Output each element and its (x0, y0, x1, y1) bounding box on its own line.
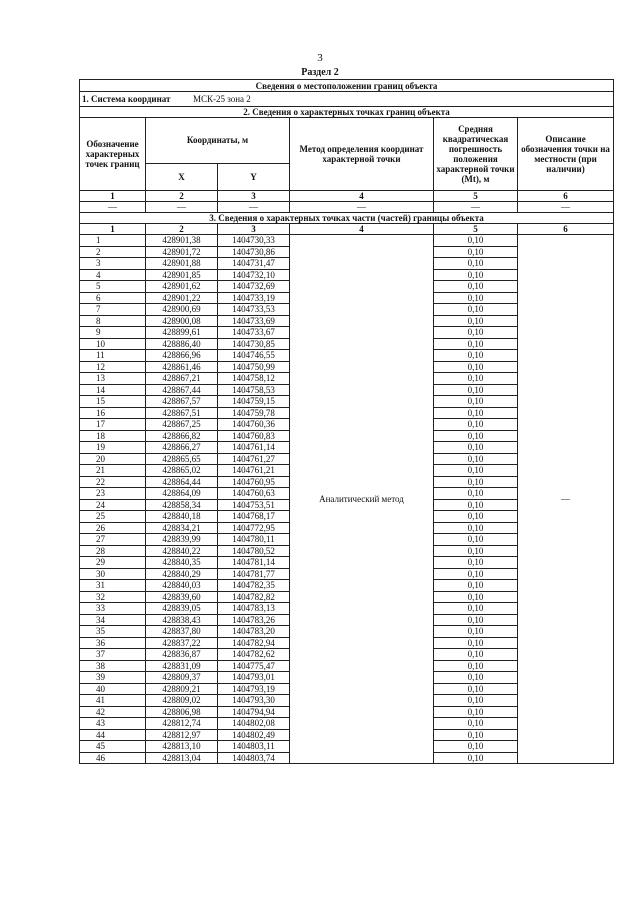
y-coordinate: 1404733,67 (218, 327, 290, 339)
y-coordinate: 1404803,11 (218, 741, 290, 753)
y-coordinate: 1404782,82 (218, 591, 290, 603)
col-x-header: X (146, 163, 218, 190)
x-coordinate: 428837,80 (146, 626, 218, 638)
dash-cell: — (518, 202, 614, 213)
accuracy-value: 0,10 (434, 568, 518, 580)
accuracy-value: 0,10 (434, 304, 518, 316)
y-coordinate: 1404780,52 (218, 545, 290, 557)
x-coordinate: 428867,44 (146, 384, 218, 396)
x-coordinate: 428836,87 (146, 649, 218, 661)
x-coordinate: 428866,82 (146, 430, 218, 442)
coord-system-row (80, 92, 614, 107)
y-coordinate: 1404782,62 (218, 649, 290, 661)
accuracy-value: 0,10 (434, 637, 518, 649)
y-coordinate: 1404781,14 (218, 557, 290, 569)
x-coordinate: 428837,22 (146, 637, 218, 649)
x-coordinate: 428900,69 (146, 304, 218, 316)
x-coordinate: 428867,25 (146, 419, 218, 431)
table-row (80, 235, 614, 247)
y-coordinate: 1404802,49 (218, 729, 290, 741)
accuracy-value: 0,10 (434, 465, 518, 477)
y-coordinate: 1404793,19 (218, 683, 290, 695)
point-number: 23 (80, 488, 146, 500)
y-coordinate: 1404759,78 (218, 407, 290, 419)
coord-system-label: 1. Система координат (82, 94, 171, 104)
x-coordinate: 428901,38 (146, 235, 218, 247)
y-coordinate: 1404783,13 (218, 603, 290, 615)
x-coordinate: 428839,05 (146, 603, 218, 615)
x-coordinate: 428809,02 (146, 695, 218, 707)
x-coordinate: 428867,21 (146, 373, 218, 385)
y-coordinate: 1404732,69 (218, 281, 290, 293)
point-number: 5 (80, 281, 146, 293)
y-coordinate: 1404783,20 (218, 626, 290, 638)
point-number: 9 (80, 327, 146, 339)
y-coordinate: 1404761,27 (218, 453, 290, 465)
point-number: 7 (80, 304, 146, 316)
col-y-header: Y (218, 163, 290, 190)
point-number: 44 (80, 729, 146, 741)
x-coordinate: 428840,29 (146, 568, 218, 580)
x-coordinate: 428858,34 (146, 499, 218, 511)
x-coordinate: 428812,74 (146, 718, 218, 730)
x-coordinate: 428831,09 (146, 660, 218, 672)
y-coordinate: 1404761,21 (218, 465, 290, 477)
point-number: 11 (80, 350, 146, 362)
accuracy-value: 0,10 (434, 580, 518, 592)
y-coordinate: 1404758,12 (218, 373, 290, 385)
y-coordinate: 1404780,11 (218, 534, 290, 546)
point-number: 45 (80, 741, 146, 753)
y-coordinate: 1404760,83 (218, 430, 290, 442)
x-coordinate: 428839,60 (146, 591, 218, 603)
accuracy-value: 0,10 (434, 626, 518, 638)
y-coordinate: 1404761,14 (218, 442, 290, 454)
col-description-header: Описание обозначения точки на местности (при наличии) (518, 118, 614, 191)
point-number: 18 (80, 430, 146, 442)
point-number: 20 (80, 453, 146, 465)
x-coordinate: 428901,72 (146, 246, 218, 258)
accuracy-value: 0,10 (434, 246, 518, 258)
accuracy-value: 0,10 (434, 672, 518, 684)
x-coordinate: 428901,22 (146, 292, 218, 304)
accuracy-value: 0,10 (434, 545, 518, 557)
x-coordinate: 428899,61 (146, 327, 218, 339)
y-coordinate: 1404733,53 (218, 304, 290, 316)
accuracy-value: 0,10 (434, 476, 518, 488)
x-coordinate: 428839,99 (146, 534, 218, 546)
col-coords-header: Координаты, м (146, 118, 290, 164)
point-number: 38 (80, 660, 146, 672)
x-coordinate: 428834,21 (146, 522, 218, 534)
y-coordinate: 1404733,19 (218, 292, 290, 304)
point-number: 1 (80, 235, 146, 247)
accuracy-value: 0,10 (434, 338, 518, 350)
main-title: Сведения о местоположении границ объекта (80, 80, 614, 92)
x-coordinate: 428813,10 (146, 741, 218, 753)
accuracy-value: 0,10 (434, 442, 518, 454)
point-number: 4 (80, 269, 146, 281)
accuracy-value: 0,10 (434, 614, 518, 626)
col-num-4: 4 (290, 224, 434, 235)
point-number: 40 (80, 683, 146, 695)
accuracy-value: 0,10 (434, 522, 518, 534)
accuracy-value: 0,10 (434, 361, 518, 373)
x-coordinate: 428864,44 (146, 476, 218, 488)
x-coordinate: 428886,40 (146, 338, 218, 350)
accuracy-value: 0,10 (434, 269, 518, 281)
x-coordinate: 428901,62 (146, 281, 218, 293)
y-coordinate: 1404753,51 (218, 499, 290, 511)
point-number: 13 (80, 373, 146, 385)
point-number: 2 (80, 246, 146, 258)
coord-system-value: МСК-25 зона 2 (192, 94, 251, 104)
y-coordinate: 1404768,17 (218, 511, 290, 523)
dash-cell: — (218, 202, 290, 213)
col-num-6: 6 (518, 191, 614, 202)
accuracy-value: 0,10 (434, 350, 518, 362)
y-coordinate: 1404730,33 (218, 235, 290, 247)
point-number: 26 (80, 522, 146, 534)
col-num-2: 2 (146, 224, 218, 235)
col-num-3: 3 (218, 191, 290, 202)
point-number: 28 (80, 545, 146, 557)
y-coordinate: 1404782,94 (218, 637, 290, 649)
y-coordinate: 1404730,85 (218, 338, 290, 350)
point-number: 35 (80, 626, 146, 638)
col-num-3: 3 (218, 224, 290, 235)
accuracy-value: 0,10 (434, 557, 518, 569)
point-number: 33 (80, 603, 146, 615)
y-coordinate: 1404760,95 (218, 476, 290, 488)
x-coordinate: 428806,98 (146, 706, 218, 718)
x-coordinate: 428840,35 (146, 557, 218, 569)
accuracy-value: 0,10 (434, 396, 518, 408)
col-num-5: 5 (434, 224, 518, 235)
point-number: 19 (80, 442, 146, 454)
col-num-5: 5 (434, 191, 518, 202)
x-coordinate: 428867,51 (146, 407, 218, 419)
x-coordinate: 428901,88 (146, 258, 218, 270)
point-number: 8 (80, 315, 146, 327)
point-number: 3 (80, 258, 146, 270)
accuracy-value: 0,10 (434, 718, 518, 730)
point-number: 37 (80, 649, 146, 661)
x-coordinate: 428840,03 (146, 580, 218, 592)
col-num-6: 6 (518, 224, 614, 235)
y-coordinate: 1404793,30 (218, 695, 290, 707)
point-number: 43 (80, 718, 146, 730)
col-method-header: Метод определения координат характерной точки (290, 118, 434, 191)
point-number: 31 (80, 580, 146, 592)
x-coordinate: 428809,21 (146, 683, 218, 695)
y-coordinate: 1404775,47 (218, 660, 290, 672)
section-title: Раздел 2 (301, 67, 339, 78)
accuracy-value: 0,10 (434, 683, 518, 695)
y-coordinate: 1404730,86 (218, 246, 290, 258)
x-coordinate: 428840,18 (146, 511, 218, 523)
accuracy-value: 0,10 (434, 453, 518, 465)
accuracy-value: 0,10 (434, 603, 518, 615)
y-coordinate: 1404783,26 (218, 614, 290, 626)
point-number: 6 (80, 292, 146, 304)
accuracy-value: 0,10 (434, 741, 518, 753)
accuracy-value: 0,10 (434, 511, 518, 523)
accuracy-value: 0,10 (434, 235, 518, 247)
point-number: 24 (80, 499, 146, 511)
accuracy-value: 0,10 (434, 384, 518, 396)
y-coordinate: 1404750,99 (218, 361, 290, 373)
x-coordinate: 428809,37 (146, 672, 218, 684)
accuracy-value: 0,10 (434, 649, 518, 661)
y-coordinate: 1404759,15 (218, 396, 290, 408)
x-coordinate: 428812,97 (146, 729, 218, 741)
point-number: 25 (80, 511, 146, 523)
point-number: 27 (80, 534, 146, 546)
point-number: 36 (80, 637, 146, 649)
x-coordinate: 428840,22 (146, 545, 218, 557)
accuracy-value: 0,10 (434, 327, 518, 339)
point-number: 12 (80, 361, 146, 373)
y-coordinate: 1404782,35 (218, 580, 290, 592)
point-number: 32 (80, 591, 146, 603)
y-coordinate: 1404760,63 (218, 488, 290, 500)
point-number: 10 (80, 338, 146, 350)
section3-title: 3. Сведения о характерных точках части (частей) границы объекта (80, 213, 614, 224)
col-accuracy-header: Средняя квадратическая погрешность положения характерной точки (Mt), м (434, 118, 518, 191)
section2-title: 2. Сведения о характерных точках границ объекта (80, 107, 614, 118)
point-number: 16 (80, 407, 146, 419)
accuracy-value: 0,10 (434, 315, 518, 327)
accuracy-value: 0,10 (434, 488, 518, 500)
y-coordinate: 1404793,01 (218, 672, 290, 684)
point-number: 46 (80, 752, 146, 764)
col-num-1: 1 (80, 191, 146, 202)
y-coordinate: 1404803,74 (218, 752, 290, 764)
accuracy-value: 0,10 (434, 752, 518, 764)
description-cell: — (518, 235, 614, 764)
y-coordinate: 1404731,47 (218, 258, 290, 270)
accuracy-value: 0,10 (434, 430, 518, 442)
accuracy-value: 0,10 (434, 499, 518, 511)
y-coordinate: 1404802,08 (218, 718, 290, 730)
point-number: 21 (80, 465, 146, 477)
accuracy-value: 0,10 (434, 292, 518, 304)
x-coordinate: 428861,46 (146, 361, 218, 373)
x-coordinate: 428866,96 (146, 350, 218, 362)
boundary-table (79, 79, 614, 764)
accuracy-value: 0,10 (434, 660, 518, 672)
accuracy-value: 0,10 (434, 419, 518, 431)
accuracy-value: 0,10 (434, 695, 518, 707)
y-coordinate: 1404760,36 (218, 419, 290, 431)
x-coordinate: 428865,65 (146, 453, 218, 465)
accuracy-value: 0,10 (434, 373, 518, 385)
point-number: 34 (80, 614, 146, 626)
point-number: 29 (80, 557, 146, 569)
page-number: 3 (317, 52, 323, 64)
y-coordinate: 1404732,10 (218, 269, 290, 281)
y-coordinate: 1404794,94 (218, 706, 290, 718)
accuracy-value: 0,10 (434, 534, 518, 546)
dash-cell: — (434, 202, 518, 213)
y-coordinate: 1404781,77 (218, 568, 290, 580)
accuracy-value: 0,10 (434, 729, 518, 741)
point-number: 14 (80, 384, 146, 396)
accuracy-value: 0,10 (434, 281, 518, 293)
point-number: 42 (80, 706, 146, 718)
x-coordinate: 428865,02 (146, 465, 218, 477)
col-num-1: 1 (80, 224, 146, 235)
dash-cell: — (146, 202, 218, 213)
x-coordinate: 428867,57 (146, 396, 218, 408)
point-number: 15 (80, 396, 146, 408)
point-number: 39 (80, 672, 146, 684)
dash-cell: — (290, 202, 434, 213)
point-number: 41 (80, 695, 146, 707)
col-num-2: 2 (146, 191, 218, 202)
y-coordinate: 1404758,53 (218, 384, 290, 396)
accuracy-value: 0,10 (434, 258, 518, 270)
x-coordinate: 428900,08 (146, 315, 218, 327)
point-number: 30 (80, 568, 146, 580)
y-coordinate: 1404746,55 (218, 350, 290, 362)
point-number: 22 (80, 476, 146, 488)
y-coordinate: 1404772,95 (218, 522, 290, 534)
method-cell: Аналитический метод (290, 235, 434, 764)
col-num-4: 4 (290, 191, 434, 202)
y-coordinate: 1404733,69 (218, 315, 290, 327)
x-coordinate: 428901,85 (146, 269, 218, 281)
point-number: 17 (80, 419, 146, 431)
col-designation-header: Обозначение характерных точек границ (80, 118, 146, 191)
accuracy-value: 0,10 (434, 407, 518, 419)
accuracy-value: 0,10 (434, 706, 518, 718)
x-coordinate: 428838,43 (146, 614, 218, 626)
dash-cell: — (80, 202, 146, 213)
x-coordinate: 428866,27 (146, 442, 218, 454)
accuracy-value: 0,10 (434, 591, 518, 603)
x-coordinate: 428813,04 (146, 752, 218, 764)
x-coordinate: 428864,09 (146, 488, 218, 500)
